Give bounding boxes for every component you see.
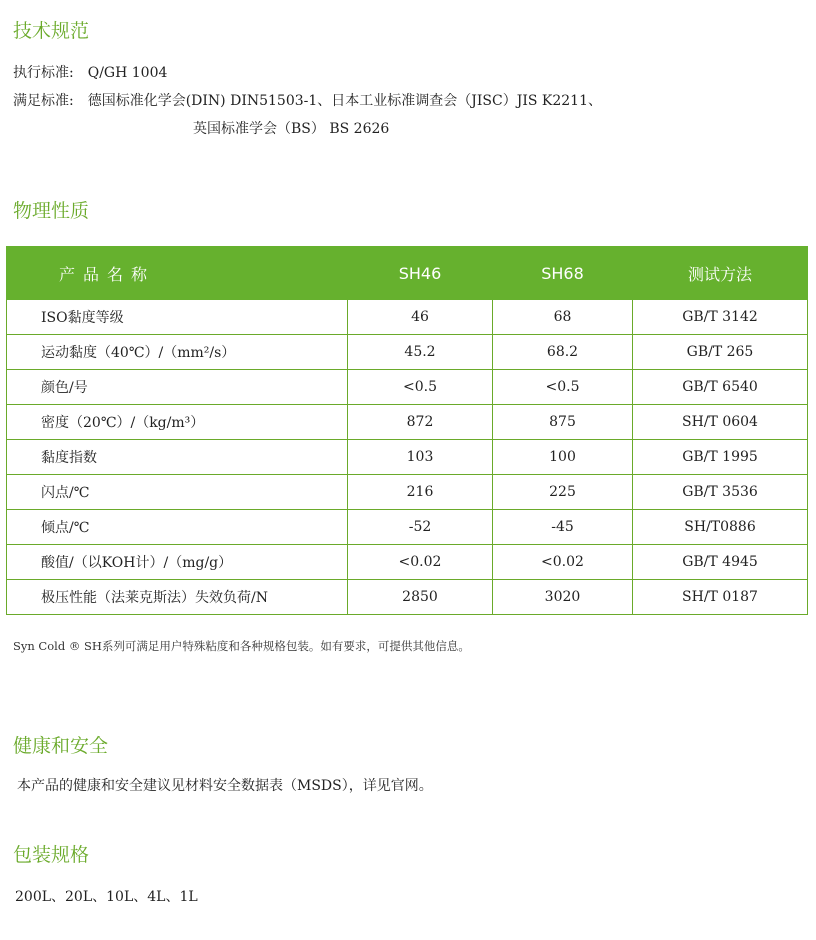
packaging-sizes-text: 200L、20L、10L、4L、1L	[15, 889, 198, 905]
cell-sh46: 103	[348, 440, 493, 475]
cell-sh68: 875	[493, 405, 633, 440]
section-title-tech: 技术规范	[13, 20, 90, 42]
cell-property: ISO黏度等级	[7, 300, 348, 335]
cell-method: SH/T 0187	[633, 580, 808, 615]
cell-sh46: <0.02	[348, 545, 493, 580]
header-sh46: SH46	[348, 247, 493, 300]
cell-method: GB/T 3142	[633, 300, 808, 335]
meet-standard-label: 满足标准:	[13, 93, 74, 109]
cell-method: GB/T 6540	[633, 370, 808, 405]
cell-property: 酸值/（以KOH计）/（mg/g）	[7, 545, 348, 580]
cell-sh46: 46	[348, 300, 493, 335]
header-product-name: 产品名称	[7, 247, 348, 300]
cell-method: GB/T 4945	[633, 545, 808, 580]
header-test-method: 测试方法	[633, 247, 808, 300]
cell-sh68: 68.2	[493, 335, 633, 370]
cell-sh68: 225	[493, 475, 633, 510]
table-row	[7, 370, 808, 405]
cell-sh68: -45	[493, 510, 633, 545]
cell-sh68: <0.5	[493, 370, 633, 405]
cell-sh68: <0.02	[493, 545, 633, 580]
cell-sh46: 872	[348, 405, 493, 440]
meet-standard-value-1: 德国标准化学会(DIN) DIN51503-1、日本工业标准调查会（JISC）JIS K2211、	[87, 93, 602, 109]
cell-property: 运动黏度（40℃）/（mm²/s）	[7, 335, 348, 370]
section-title-packaging: 包装规格	[13, 844, 90, 866]
table-row	[7, 405, 808, 440]
cell-sh46: 45.2	[348, 335, 493, 370]
cell-method: GB/T 1995	[633, 440, 808, 475]
cell-property: 倾点/℃	[7, 510, 348, 545]
cell-sh68: 68	[493, 300, 633, 335]
table-row	[7, 300, 808, 335]
table-row	[7, 510, 808, 545]
cell-property: 密度（20℃）/（kg/m³）	[7, 405, 348, 440]
cell-sh68: 100	[493, 440, 633, 475]
table-header-row	[7, 247, 808, 300]
header-sh68: SH68	[493, 247, 633, 300]
meet-standard-value-2: 英国标准学会（BS） BS 2626	[193, 121, 390, 137]
cell-method: GB/T 3536	[633, 475, 808, 510]
exec-standard-line	[13, 62, 167, 82]
cell-sh68: 3020	[493, 580, 633, 615]
cell-sh46: -52	[348, 510, 493, 545]
table-row	[7, 580, 808, 615]
table-row	[7, 545, 808, 580]
cell-method: GB/T 265	[633, 335, 808, 370]
cell-method: SH/T0886	[633, 510, 808, 545]
health-safety-text: 本产品的健康和安全建议见材料安全数据表（MSDS），详见官网。	[17, 778, 433, 794]
cell-property: 极压性能（法莱克斯法）失效负荷/N	[7, 580, 348, 615]
properties-table	[6, 246, 808, 615]
cell-sh46: 2850	[348, 580, 493, 615]
cell-sh46: 216	[348, 475, 493, 510]
table-row	[7, 475, 808, 510]
exec-standard-label: 执行标准:	[13, 65, 74, 81]
table-row	[7, 335, 808, 370]
cell-method: SH/T 0604	[633, 405, 808, 440]
section-title-health: 健康和安全	[13, 735, 109, 757]
cell-property: 颜色/号	[7, 370, 348, 405]
meet-standard-line	[13, 90, 602, 110]
series-note: Syn Cold ® SH系列可满足用户特殊粘度和各种规格包装。如有要求，可提供其他信息。	[13, 639, 470, 653]
section-title-physical: 物理性质	[13, 200, 90, 222]
cell-sh46: <0.5	[348, 370, 493, 405]
cell-property: 闪点/℃	[7, 475, 348, 510]
table-row	[7, 440, 808, 475]
exec-standard-value: Q/GH 1004	[87, 65, 168, 81]
cell-property: 黏度指数	[7, 440, 348, 475]
